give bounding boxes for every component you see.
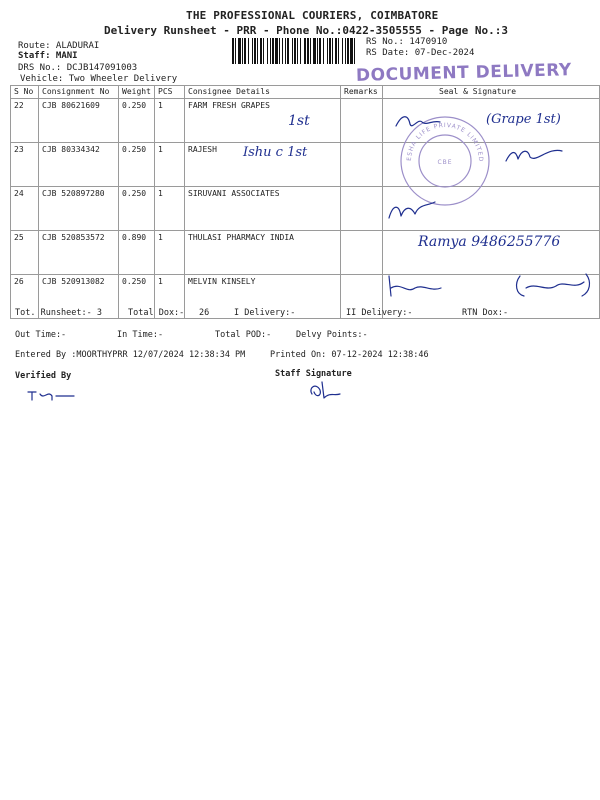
in-time: In Time:- <box>117 330 164 340</box>
table-row <box>11 187 600 231</box>
staff-signature-label: Staff Signature <box>275 369 352 379</box>
cell-remarks <box>341 99 383 143</box>
cell-consignee: RAJESH <box>185 143 341 187</box>
vehicle-label: Vehicle: Two Wheeler Delivery <box>20 74 178 84</box>
handwritten-note-row22: 1st <box>288 113 310 129</box>
col-sno: S No <box>11 86 39 99</box>
delvy-points: Delvy Points:- <box>296 330 368 340</box>
out-time: Out Time:- <box>15 330 67 340</box>
cell-sno: 26 <box>11 275 39 319</box>
col-pcs: PCS <box>155 86 185 99</box>
seal-text: ESHA LIFE PRIVATE LIMITED <box>405 121 485 163</box>
seal-center-text: CBE <box>437 159 453 166</box>
cell-consignee: THULASI PHARMACY INDIA <box>185 231 341 275</box>
handwritten-note-row25: Ramya 9486255776 <box>418 234 561 250</box>
cell-consignment: CJB 520897280 <box>39 187 119 231</box>
verified-by-label: Verified By <box>15 371 72 381</box>
cell-consignment: CJB 520853572 <box>39 231 119 275</box>
company-name: THE PROFESSIONAL COURIERS, COIMBATORE <box>186 9 439 22</box>
signature-row22 <box>392 110 444 134</box>
cell-remarks <box>341 143 383 187</box>
total-dox-label: Total Dox:- <box>128 308 185 318</box>
cell-remarks <box>341 231 383 275</box>
cell-pcs: 1 <box>155 143 185 187</box>
total-runsheet: Tot. Runsheet:- 3 <box>15 308 102 318</box>
col-consignment: Consignment No <box>39 86 119 99</box>
cell-consignment: CJB 520913082 <box>39 275 119 319</box>
cell-weight: 0.250 <box>119 99 155 143</box>
cell-sno: 23 <box>11 143 39 187</box>
col-signature: Seal & Signature <box>383 86 600 99</box>
total-dox-value: 26 <box>199 308 210 318</box>
cell-remarks <box>341 187 383 231</box>
drs-number: DRS No.: DCJB147091003 <box>18 63 138 73</box>
rtn-dox: RTN Dox:- <box>462 308 509 318</box>
signature-row26 <box>383 272 447 302</box>
document-delivery-stamp: DOCUMENT DELIVERY <box>355 60 572 86</box>
cell-pcs: 1 <box>155 99 185 143</box>
cell-pcs: 1 <box>155 275 185 319</box>
cell-consignment: CJB 80621609 <box>39 99 119 143</box>
i-delivery: I Delivery:- <box>234 308 296 318</box>
barcode <box>232 38 356 64</box>
staff-signature <box>306 380 346 402</box>
cell-pcs: 1 <box>155 231 185 275</box>
printed-on: Printed On: 07-12-2024 12:38:46 <box>270 350 429 360</box>
cell-weight: 0.250 <box>119 143 155 187</box>
cell-sno: 25 <box>11 231 39 275</box>
table-header-row <box>11 86 600 99</box>
col-remarks: Remarks <box>341 86 383 99</box>
cell-sno: 24 <box>11 187 39 231</box>
staff-label: Staff: MANI <box>18 51 78 61</box>
col-consignee: Consignee Details <box>185 86 341 99</box>
cell-consignment: CJB 80334342 <box>39 143 119 187</box>
cell-weight: 0.250 <box>119 275 155 319</box>
cell-consignee: MELVIN KINSELY <box>185 275 341 319</box>
cell-weight: 0.890 <box>119 231 155 275</box>
handwritten-remark-row26 <box>512 268 592 302</box>
cell-pcs: 1 <box>155 187 185 231</box>
ii-delivery: II Delivery:- <box>346 308 413 318</box>
cell-consignee: SIRUVANI ASSOCIATES <box>185 187 341 231</box>
cell-sno: 22 <box>11 99 39 143</box>
handwritten-note-row23: Ishu c 1st <box>243 145 308 160</box>
rs-date: RS Date: 07-Dec-2024 <box>366 48 475 58</box>
col-weight: Weight <box>119 86 155 99</box>
handwritten-remark-row22: (Grape 1st) <box>486 112 561 127</box>
route-label: Route: ALADURAI <box>18 41 100 51</box>
rs-number: RS No.: 1470910 <box>366 37 448 47</box>
cell-weight: 0.250 <box>119 187 155 231</box>
signature-row23 <box>502 143 566 167</box>
total-pod: Total POD:- <box>215 330 272 340</box>
signature-row24 <box>385 196 441 226</box>
runsheet-title: Delivery Runsheet - PRR - Phone No.:0422-3505555 - Page No.:3 <box>104 24 508 37</box>
cell-consignee: FARM FRESH GRAPES <box>185 99 341 143</box>
verified-by-signature <box>26 386 78 404</box>
entered-by: Entered By :MOORTHYPRR 12/07/2024 12:38:34 PM <box>15 350 246 360</box>
